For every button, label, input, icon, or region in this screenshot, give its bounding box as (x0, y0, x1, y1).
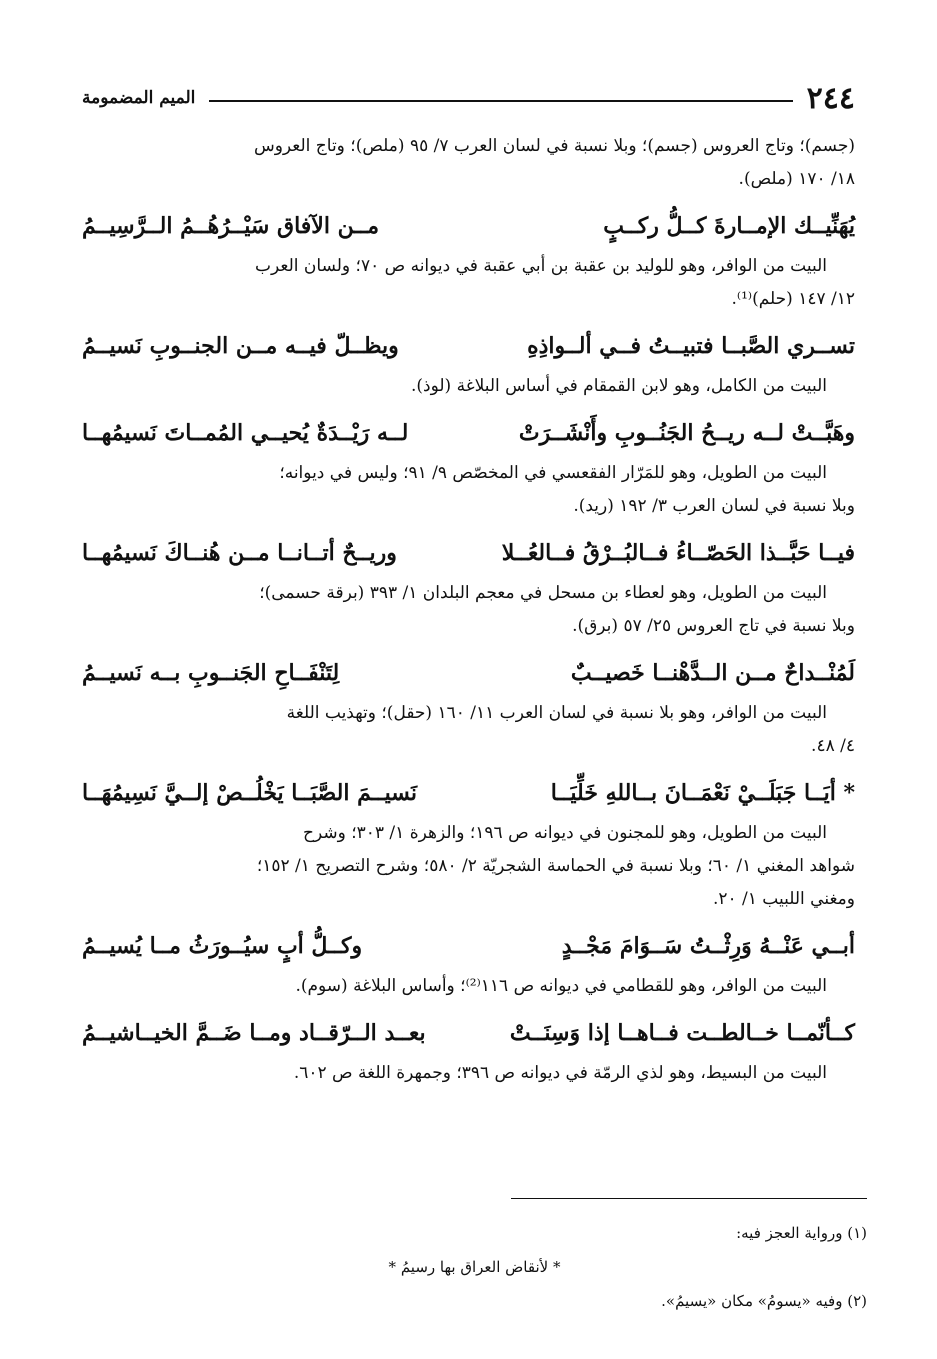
intro-line-1: (جسم)؛ وتاج العروس (جسم)؛ وبلا نسبة في لسان العرب ٧/ ٩٥ (ملص)؛ وتاج العروس (253, 136, 855, 156)
footnotes (82, 1216, 867, 1318)
verse-3-hemistich-a: وهَبَّــتْ لــه ريــحُ الجَنُــوبِ وأَنْشَــرَتْ (518, 420, 855, 446)
verse-6 (82, 769, 855, 817)
verse-8 (82, 1009, 855, 1057)
page-number: ٢٤٤ (806, 80, 855, 116)
verse-6-hemistich-a: * أيَــا جَبَلَــيْ نَعْمَــانَ بــاللهِ خَلِّيَــا (550, 780, 855, 806)
verse-6-hemistich-b: نَسيــمَ الصَّبَــا يَخْلُــصْ إلــيَّ نَسِيمُهَــا (82, 780, 418, 806)
note-3-line-2: وبلا نسبة في لسان العرب ٣/ ١٩٢ (ريد). (573, 496, 855, 516)
verse-4-hemistich-b: وريــحٌ أتــانــا مــن هُنــاكَ نَسيمُهــا (82, 540, 397, 566)
verse-3 (82, 409, 855, 457)
footnote-separator (511, 1198, 867, 1199)
note-5-line-2: ٤/ ٤٨. (811, 736, 855, 756)
note-8-line-1: البيت من البسيط، وهو لذي الرمّة في ديوانه ص ٣٩٦؛ وجمهرة اللغة ص ٦٠٢. (293, 1063, 827, 1083)
note-7-line-1: البيت من الوافر، وهو للقطامي في ديوانه ص ١١٦⁽²⁾؛ وأساس البلاغة (سوم). (295, 976, 827, 996)
note-4-line-1: البيت من الطويل، وهو لعطاء بن مسحل في معجم البلدان ١/ ٣٩٣ (برقة حسمى)؛ (259, 583, 827, 603)
verse-8-hemistich-a: كــأنّمــا خــالطــت فــاهــا إذا وَسِنَــتْ (509, 1020, 855, 1046)
page-body (82, 130, 855, 1090)
page-header (82, 78, 855, 118)
intro-line-2: ١٨/ ١٧٠ (ملص). (738, 169, 855, 189)
verse-1 (82, 202, 855, 250)
note-6-line-2: شواهد المغني ١/ ٦٠؛ وبلا نسبة في الحماسة الشجريّة ٢/ ٥٨٠؛ وشرح التصريح ١/ ١٥٢؛ (256, 856, 855, 876)
note-1-line-1: البيت من الوافر، وهو للوليد بن عقبة بن أبي عقبة في ديوانه ص ٧٠؛ ولسان العرب (255, 256, 827, 276)
footnote-1-label: (١) ورواية العجز فيه: (736, 1224, 867, 1242)
verse-2-hemistich-a: تســري الصَّبــا فتبيــتُ فــي ألــواذِهِ (527, 333, 855, 359)
header-rule (209, 100, 792, 102)
verse-5-hemistich-b: لِتَنْفَــاحِ الجَنــوبِ بــه نَسيــمُ (82, 660, 340, 686)
verse-4-hemistich-a: فيــا حَبَّــذا الحَصّــاءُ فــالبُــرْقُ فــالعُــلا (501, 540, 855, 566)
verse-5-hemistich-a: لَمُنْــداحٌ مــن الــدَّهْنــا خَصيــبٌ (570, 660, 855, 686)
note-3-line-1: البيت من الطويل، وهو للمَرّار الفقعسي في المخصّص ٩/ ٩١؛ وليس في ديوانه؛ (279, 463, 827, 483)
running-title: الميم المضمومة (82, 88, 196, 108)
verse-7 (82, 922, 855, 970)
verse-8-hemistich-b: بعــد الــرّقــاد ومــا ضَــمَّ الخيــاشيــمُ (82, 1020, 426, 1046)
verse-2-hemistich-b: ويظــلّ فيــه مــن الجنــوبِ نَسيــمُ (82, 333, 399, 359)
verse-7-hemistich-a: أبــي عَنْــهُ وَرِثْــتُ سَــوَامَ مَجْــدٍ (561, 933, 855, 959)
verse-5 (82, 649, 855, 697)
note-6-line-3: ومغني اللبيب ١/ ٢٠. (712, 889, 855, 909)
note-4-line-2: وبلا نسبة في تاج العروس ٢٥/ ٥٧ (برق). (572, 616, 855, 636)
footnote-1-verse: * لأنقاض العراق بها رسيمُ * (388, 1258, 561, 1276)
verse-1-hemistich-a: يُهَنِّيــك الإمــارةَ كــلُّ ركــبٍ (603, 213, 855, 239)
verse-7-hemistich-b: وكــلُّ أبٍ سيُــورَثُ مــا يُسيــمُ (82, 933, 363, 959)
note-6-line-1: البيت من الطويل، وهو للمجنون في ديوانه ص ١٩٦؛ والزهرة ١/ ٣٠٣؛ وشرح (302, 823, 827, 843)
footnote-2: (٢) وفيه «يسومُ» مكان «يسيمُ». (661, 1292, 867, 1310)
note-1-line-2: ١٢/ ١٤٧ (حلم)⁽¹⁾. (731, 289, 855, 309)
note-5-line-1: البيت من الوافر، وهو بلا نسبة في لسان العرب ١١/ ١٦٠ (حقل)؛ وتهذيب اللغة (286, 703, 827, 723)
verse-1-hemistich-b: مــن الآفاق سَيْــرُهُــمُ الــرَّسِيــمُ (82, 213, 380, 239)
verse-4 (82, 529, 855, 577)
verse-3-hemistich-b: لــه رَيْــدَةٌ يُحيــي المُمــاتَ نَسيمُهــا (82, 420, 409, 446)
verse-2 (82, 322, 855, 370)
note-2-line-1: البيت من الكامل، وهو لابن القمقام في أساس البلاغة (لوذ). (410, 376, 827, 396)
